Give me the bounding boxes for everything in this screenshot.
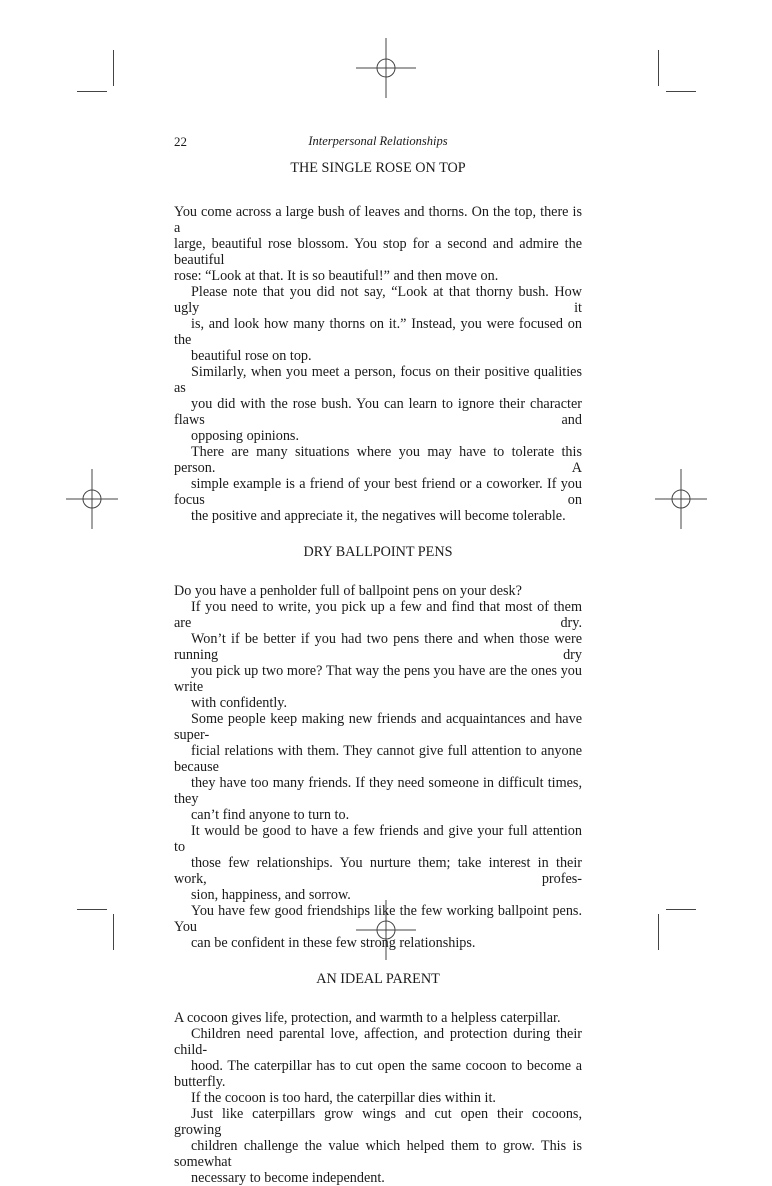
text-line: they have too many friends. If they need someone in difficult times, they [174, 775, 582, 807]
text-line: Some people keep making new friends and acquaintances and have super- [174, 711, 582, 743]
text-line: sion, happiness, and sorrow. [191, 887, 351, 903]
paragraph [174, 1026, 582, 1106]
paragraph [174, 364, 582, 444]
paragraph [174, 444, 582, 524]
crop-mark [113, 914, 114, 950]
text-line: rose: “Look at that. It is so beautiful!” and then move on. [174, 268, 499, 284]
text-line: you did with the rose bush. You can learn to ignore their character flaws and [174, 396, 582, 428]
paragraph [174, 204, 582, 284]
paragraph [174, 1010, 582, 1026]
running-head: Interpersonal Relationships [308, 134, 448, 148]
text-line: ficial relations with them. They cannot give full attention to anyone because [174, 743, 582, 775]
text-line: It would be good to have a few friends and give your full attention to [174, 823, 582, 855]
text-line: Won’t if be better if you had two pens there and when those were running dry [174, 631, 582, 663]
text-line: A cocoon gives life, protection, and warmth to a helpless caterpillar. [174, 1010, 561, 1026]
registration-mark-icon [62, 469, 122, 529]
page-header [174, 134, 582, 152]
text-line: the positive and appreciate it, the negatives will become tolerable. [191, 508, 566, 524]
paragraph [174, 823, 582, 903]
page-number: 22 [174, 134, 187, 149]
text-line: You come across a large bush of leaves and thorns. On the top, there is a [174, 204, 582, 236]
crop-mark [658, 50, 659, 86]
text-line: you pick up two more? That way the pens you have are the ones you write [174, 663, 582, 695]
text-line: children challenge the value which helped them to grow. This is somewhat [174, 1138, 582, 1170]
text-line: You have few good friendships like the few working ballpoint pens. You [174, 903, 582, 935]
paragraph [174, 711, 582, 823]
text-line: Similarly, when you meet a person, focus on their positive qualities as [174, 364, 582, 396]
text-line: Children need parental love, affection, and protection during their child- [174, 1026, 582, 1058]
text-line: with confidently. [191, 695, 288, 711]
paragraph [174, 583, 582, 599]
text-line: Please note that you did not say, “Look at that thorny bush. How ugly it [174, 284, 582, 316]
section-heading: THE SINGLE ROSE ON TOP [290, 160, 466, 176]
text-line: necessary to become independent. [191, 1170, 385, 1186]
paragraph [174, 903, 582, 951]
text-line: If you need to write, you pick up a few and find that most of them are dry. [174, 599, 582, 631]
text-line: simple example is a friend of your best friend or a coworker. If you focus on [174, 476, 582, 508]
paragraph [174, 599, 582, 711]
crop-mark [666, 909, 696, 910]
text-line: is, and look how many thorns on it.” Instead, you were focused on the [174, 316, 582, 348]
registration-mark-icon [651, 469, 711, 529]
text-line: large, beautiful rose blossom. You stop for a second and admire the beautiful [174, 236, 582, 268]
text-line: beautiful rose on top. [191, 348, 312, 364]
text-line: those few relationships. You nurture them; take interest in their work, profes- [174, 855, 582, 887]
crop-mark [658, 914, 659, 950]
section-heading: AN IDEAL PARENT [316, 971, 440, 987]
paragraph [174, 1106, 582, 1186]
crop-mark [77, 91, 107, 92]
section-heading: DRY BALLPOINT PENS [303, 544, 453, 560]
text-line: Do you have a penholder full of ballpoint pens on your desk? [174, 583, 522, 599]
paragraph [174, 284, 582, 364]
registration-mark-icon [356, 38, 416, 98]
crop-mark [666, 91, 696, 92]
text-line: can’t find anyone to turn to. [191, 807, 350, 823]
text-line: Just like caterpillars grow wings and cut open their cocoons, growing [174, 1106, 582, 1138]
text-line: If the cocoon is too hard, the caterpillar dies within it. [191, 1090, 496, 1106]
page-body [174, 157, 582, 1186]
crop-mark [77, 909, 107, 910]
crop-mark [113, 50, 114, 86]
text-line: There are many situations where you may have to tolerate this person. A [174, 444, 582, 476]
text-line: hood. The caterpillar has to cut open the same cocoon to become a butterfly. [174, 1058, 582, 1090]
text-line: can be confident in these few strong relationships. [191, 935, 476, 951]
text-line: opposing opinions. [191, 428, 299, 444]
